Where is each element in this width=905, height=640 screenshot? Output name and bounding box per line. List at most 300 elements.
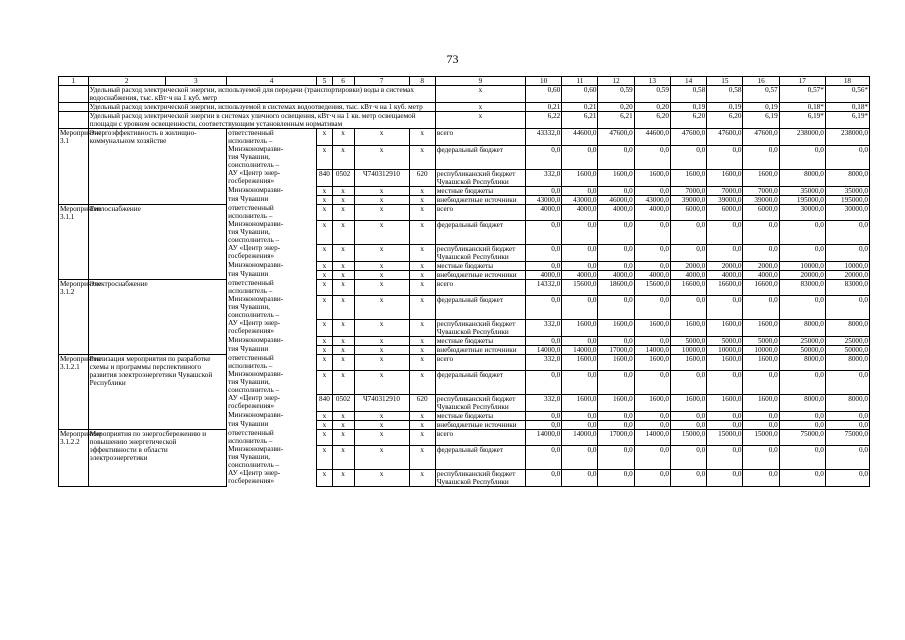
funding-value: 18600,0	[598, 279, 634, 295]
funding-value: 0,0	[779, 145, 825, 169]
funding-value: 0,0	[825, 370, 869, 394]
code-cell: x	[354, 186, 409, 195]
funding-value: 0,0	[525, 411, 561, 420]
funding-source: внебюджетные источники	[435, 420, 525, 429]
code-cell: x	[409, 469, 435, 486]
code-cell: x	[332, 279, 354, 295]
funding-value: 14332,0	[525, 279, 561, 295]
responsible-cell	[227, 420, 317, 429]
code-cell: x	[409, 420, 435, 429]
responsible-line: ответственный	[228, 129, 274, 137]
responsible-line: ответственный	[228, 204, 274, 212]
responsible-line: АУ «Центр энер-	[228, 394, 281, 402]
measure-name: Мероприятия по энергосбережению и повышению энергетической эффективности в области электроэнергетики	[88, 429, 226, 486]
responsible-cell	[227, 411, 317, 420]
measure-row	[59, 429, 870, 445]
code-cell: x	[317, 420, 332, 429]
responsible-cell	[227, 145, 317, 169]
funding-value: 8000,0	[825, 319, 869, 336]
code-cell: x	[317, 261, 332, 270]
funding-value: 0,0	[779, 244, 825, 261]
funding-value: 0,0	[825, 420, 869, 429]
code-cell: x	[332, 354, 354, 370]
funding-source: местные бюджеты	[435, 336, 525, 345]
funding-value: 0,0	[525, 261, 561, 270]
code-cell: x	[317, 270, 332, 279]
funding-value: 47600,0	[670, 129, 706, 146]
funding-value: 0,0	[779, 420, 825, 429]
funding-value: 0,0	[779, 295, 825, 319]
measure-name: Энергоэффективность в жилищно-коммунальном хозяйстве	[88, 129, 226, 205]
column-number: 6	[332, 77, 354, 86]
column-number: 16	[743, 77, 779, 86]
code-cell: x	[354, 279, 409, 295]
responsible-cell	[227, 169, 317, 186]
indicator-value: 0,20	[598, 103, 634, 112]
responsible-line: Минэкономразви-	[228, 295, 284, 303]
column-number: 15	[707, 77, 743, 86]
responsible-line: госбережения»	[228, 477, 275, 485]
code-cell: x	[409, 429, 435, 445]
funding-value: 1600,0	[562, 169, 598, 186]
code-cell: x	[409, 220, 435, 244]
funding-value: 0,0	[598, 469, 634, 486]
column-number: 4	[227, 77, 317, 86]
funding-value: 35000,0	[825, 186, 869, 195]
measure-label: Мероприятие 3.1.1	[59, 204, 89, 279]
code-cell: x	[332, 220, 354, 244]
funding-value: 39000,0	[743, 195, 779, 204]
indicator-text: Удельный расход электрической энергии, используемой в системах водоотведения, тыс. кВт·ч на 1 куб. метр	[88, 103, 435, 112]
funding-value: 43000,0	[562, 195, 598, 204]
indicator-value: 0,18*	[779, 103, 825, 112]
funding-value: 0,0	[598, 420, 634, 429]
code-cell: x	[332, 420, 354, 429]
empty-cell	[59, 112, 89, 129]
funding-value: 8000,0	[779, 354, 825, 370]
funding-value: 14000,0	[562, 429, 598, 445]
responsible-line: АУ «Центр энер-	[228, 469, 281, 477]
responsible-line: тия Чувашии	[228, 420, 269, 428]
code-cell: x	[409, 411, 435, 420]
funding-value: 15000,0	[743, 429, 779, 445]
indicator-row	[59, 112, 870, 129]
column-number: 7	[354, 77, 409, 86]
funding-source: всего	[435, 204, 525, 220]
code-cell: x	[317, 279, 332, 295]
funding-value: 43000,0	[525, 195, 561, 204]
column-number: 8	[409, 77, 435, 86]
funding-value: 0,0	[525, 370, 561, 394]
code-cell: x	[354, 445, 409, 469]
funding-value: 1600,0	[562, 394, 598, 411]
code-cell: x	[354, 295, 409, 319]
responsible-line: исполнитель –	[228, 287, 273, 295]
funding-value: 0,0	[562, 469, 598, 486]
funding-value: 0,0	[525, 244, 561, 261]
funding-value: 20000,0	[825, 270, 869, 279]
funding-value: 75000,0	[825, 429, 869, 445]
code-cell: x	[317, 370, 332, 394]
funding-value: 8000,0	[779, 394, 825, 411]
code-cell: x	[409, 244, 435, 261]
indicator-value: 0,59	[634, 86, 670, 103]
code-cell: x	[354, 129, 409, 146]
funding-value: 6000,0	[743, 204, 779, 220]
funding-value: 0,0	[634, 145, 670, 169]
funding-value: 0,0	[634, 445, 670, 469]
funding-source: всего	[435, 279, 525, 295]
funding-value: 0,0	[634, 336, 670, 345]
funding-value: 1600,0	[562, 319, 598, 336]
header-row	[59, 77, 870, 86]
code-cell: x	[354, 429, 409, 445]
column-number: 3	[165, 77, 227, 86]
funding-value: 0,0	[779, 370, 825, 394]
indicator-value: 6,20	[670, 112, 706, 129]
funding-value: 0,0	[670, 220, 706, 244]
responsible-line: соисполнитель –	[228, 161, 280, 169]
funding-value: 1600,0	[743, 169, 779, 186]
code-cell: x	[317, 319, 332, 336]
code-cell: x	[332, 244, 354, 261]
funding-value: 1600,0	[707, 354, 743, 370]
funding-value: 0,0	[562, 145, 598, 169]
responsible-line: ответственный	[228, 279, 274, 287]
responsible-cell	[227, 295, 317, 319]
code-cell: x	[332, 469, 354, 486]
funding-value: 2000,0	[670, 261, 706, 270]
funding-value: 43000,0	[634, 195, 670, 204]
funding-value: 83000,0	[779, 279, 825, 295]
funding-value: 0,0	[525, 469, 561, 486]
responsible-line: тия Чувашии	[228, 195, 269, 203]
indicator-value: 0,58	[707, 86, 743, 103]
funding-value: 0,0	[707, 220, 743, 244]
funding-value: 0,0	[562, 244, 598, 261]
funding-value: 0,0	[598, 295, 634, 319]
responsible-line: АУ «Центр энер-	[228, 319, 281, 327]
funding-value: 0,0	[707, 420, 743, 429]
code-cell: x	[317, 469, 332, 486]
funding-value: 0,0	[562, 261, 598, 270]
code-cell: x	[317, 354, 332, 370]
funding-source: внебюджетные источники	[435, 195, 525, 204]
funding-value: 8000,0	[779, 169, 825, 186]
funding-source: федеральный бюджет	[435, 295, 525, 319]
funding-value: 39000,0	[707, 195, 743, 204]
funding-value: 0,0	[707, 295, 743, 319]
funding-value: 16600,0	[707, 279, 743, 295]
measure-label: Мероприятие 3.1	[59, 129, 89, 205]
code-cell: x	[317, 411, 332, 420]
funding-value: 4000,0	[598, 270, 634, 279]
code-cell: x	[409, 370, 435, 394]
code-cell: x	[354, 195, 409, 204]
responsible-cell	[227, 445, 317, 469]
funding-value: 0,0	[825, 244, 869, 261]
indicator-x: x	[435, 86, 525, 103]
funding-value: 1600,0	[598, 354, 634, 370]
column-number: 5	[317, 77, 332, 86]
indicator-value: 6,20	[707, 112, 743, 129]
responsible-line: ответственный	[228, 429, 274, 437]
funding-value: 25000,0	[779, 336, 825, 345]
funding-value: 15000,0	[670, 429, 706, 445]
funding-value: 0,0	[598, 220, 634, 244]
funding-value: 0,0	[670, 411, 706, 420]
responsible-line: госбережения»	[228, 327, 275, 335]
funding-source: федеральный бюджет	[435, 445, 525, 469]
funding-value: 332,0	[525, 319, 561, 336]
indicator-value: 0,60	[562, 86, 598, 103]
responsible-line: АУ «Центр энер-	[228, 244, 281, 252]
indicator-value: 6,20	[634, 112, 670, 129]
responsible-cell	[227, 204, 317, 220]
indicator-value: 0,19	[670, 103, 706, 112]
responsible-line: Минэкономразви-	[228, 186, 284, 194]
code-cell: x	[409, 270, 435, 279]
code-cell: x	[317, 145, 332, 169]
indicator-value: 0,60	[525, 86, 561, 103]
funding-value: 14000,0	[525, 345, 561, 354]
funding-value: 44600,0	[634, 129, 670, 146]
funding-value: 0,0	[598, 336, 634, 345]
responsible-cell	[227, 354, 317, 370]
funding-value: 1600,0	[670, 354, 706, 370]
column-number: 1	[59, 77, 89, 86]
funding-source: республиканский бюджет Чувашской Республики	[435, 244, 525, 261]
funding-value: 0,0	[598, 186, 634, 195]
funding-value: 17000,0	[598, 429, 634, 445]
funding-source: всего	[435, 354, 525, 370]
indicator-value: 0,21	[562, 103, 598, 112]
code-cell: x	[354, 420, 409, 429]
code-cell: x	[332, 411, 354, 420]
funding-value: 0,0	[562, 445, 598, 469]
code-cell: x	[332, 195, 354, 204]
code-cell: x	[317, 186, 332, 195]
funding-value: 8000,0	[779, 319, 825, 336]
funding-source: местные бюджеты	[435, 186, 525, 195]
funding-value: 8000,0	[825, 354, 869, 370]
column-number: 17	[779, 77, 825, 86]
funding-value: 14000,0	[634, 345, 670, 354]
code-cell: x	[409, 204, 435, 220]
funding-value: 0,0	[634, 220, 670, 244]
funding-value: 14000,0	[525, 429, 561, 445]
code-cell: x	[354, 354, 409, 370]
code-cell: x	[354, 319, 409, 336]
funding-value: 0,0	[707, 370, 743, 394]
responsible-cell	[227, 394, 317, 411]
funding-value: 1600,0	[670, 319, 706, 336]
funding-value: 0,0	[670, 295, 706, 319]
funding-value: 0,0	[525, 420, 561, 429]
funding-value: 0,0	[525, 186, 561, 195]
funding-value: 1600,0	[707, 319, 743, 336]
funding-source: федеральный бюджет	[435, 220, 525, 244]
code-cell: x	[409, 261, 435, 270]
indicator-value: 0,18*	[825, 103, 869, 112]
column-number: 9	[435, 77, 525, 86]
responsible-cell	[227, 429, 317, 445]
funding-value: 7000,0	[707, 186, 743, 195]
program-table	[58, 76, 870, 487]
funding-value: 238000,0	[825, 129, 869, 146]
funding-value: 238000,0	[779, 129, 825, 146]
funding-value: 332,0	[525, 354, 561, 370]
funding-value: 0,0	[598, 145, 634, 169]
funding-value: 0,0	[779, 469, 825, 486]
code-cell: x	[317, 336, 332, 345]
responsible-cell	[227, 261, 317, 270]
funding-value: 1600,0	[743, 319, 779, 336]
funding-value: 0,0	[562, 220, 598, 244]
code-cell: x	[332, 261, 354, 270]
funding-value: 0,0	[743, 220, 779, 244]
empty-cell	[59, 86, 89, 103]
indicator-value: 0,19	[707, 103, 743, 112]
funding-value: 10000,0	[707, 345, 743, 354]
funding-value: 1600,0	[670, 394, 706, 411]
code-cell: x	[332, 445, 354, 469]
funding-value: 0,0	[670, 469, 706, 486]
code-cell: x	[354, 261, 409, 270]
funding-value: 44600,0	[562, 129, 598, 146]
responsible-line: госбережения»	[228, 252, 275, 260]
code-cell: x	[332, 336, 354, 345]
measure-label: Мероприятие 3.1.2	[59, 279, 89, 354]
measure-row	[59, 279, 870, 295]
responsible-line: Минэкономразви-	[228, 336, 284, 344]
funding-value: 0,0	[598, 244, 634, 261]
funding-value: 4000,0	[670, 270, 706, 279]
funding-value: 10000,0	[779, 261, 825, 270]
funding-value: 332,0	[525, 169, 561, 186]
funding-value: 14000,0	[634, 429, 670, 445]
funding-value: 0,0	[743, 420, 779, 429]
funding-value: 1600,0	[634, 319, 670, 336]
funding-value: 0,0	[634, 370, 670, 394]
responsible-cell	[227, 469, 317, 486]
column-number: 12	[598, 77, 634, 86]
code-cell: Ч740312910	[354, 394, 409, 411]
code-cell: x	[317, 244, 332, 261]
funding-value: 0,0	[825, 145, 869, 169]
funding-value: 14000,0	[562, 345, 598, 354]
funding-value: 83000,0	[825, 279, 869, 295]
measure-name: Теплоснабжение	[88, 204, 226, 279]
funding-value: 15000,0	[707, 429, 743, 445]
indicator-value: 6,21	[598, 112, 634, 129]
responsible-line: исполнитель –	[228, 362, 273, 370]
responsible-line: Минэкономразви-	[228, 220, 284, 228]
code-cell: x	[317, 345, 332, 354]
funding-value: 0,0	[743, 445, 779, 469]
code-cell: x	[332, 370, 354, 394]
funding-value: 0,0	[825, 411, 869, 420]
funding-value: 5000,0	[670, 336, 706, 345]
measure-name: Электроснабжение	[88, 279, 226, 354]
funding-value: 7000,0	[743, 186, 779, 195]
code-cell: x	[409, 195, 435, 204]
funding-value: 0,0	[779, 411, 825, 420]
funding-value: 10000,0	[825, 261, 869, 270]
code-cell: x	[354, 411, 409, 420]
indicator-value: 0,59	[598, 86, 634, 103]
funding-value: 0,0	[825, 220, 869, 244]
empty-cell	[59, 103, 89, 112]
code-cell: x	[332, 145, 354, 169]
column-number: 2	[88, 77, 165, 86]
responsible-line: Минэкономразви-	[228, 411, 284, 419]
column-number: 13	[634, 77, 670, 86]
funding-value: 0,0	[562, 420, 598, 429]
funding-value: 0,0	[707, 469, 743, 486]
responsible-cell	[227, 279, 317, 295]
funding-value: 0,0	[562, 370, 598, 394]
measure-row	[59, 204, 870, 220]
funding-value: 50000,0	[825, 345, 869, 354]
funding-source: республиканский бюджет Чувашской Республики	[435, 469, 525, 486]
responsible-line: госбережения»	[228, 177, 275, 185]
funding-value: 30000,0	[825, 204, 869, 220]
funding-value: 6000,0	[707, 204, 743, 220]
funding-value: 0,0	[525, 220, 561, 244]
indicator-value: 0,57	[743, 86, 779, 103]
funding-value: 4000,0	[634, 204, 670, 220]
funding-value: 16600,0	[743, 279, 779, 295]
measure-row	[59, 354, 870, 370]
funding-value: 43332,0	[525, 129, 561, 146]
indicator-text: Удельный расход электрической энергии, используемой для передачи (транспортировки) воды в системах водоснабжения, тыс. кВт·ч на 1 куб. метр	[88, 86, 435, 103]
funding-value: 0,0	[598, 445, 634, 469]
funding-value: 0,0	[634, 244, 670, 261]
code-cell: x	[332, 345, 354, 354]
funding-value: 0,0	[562, 336, 598, 345]
code-cell: x	[332, 129, 354, 146]
funding-value: 20000,0	[779, 270, 825, 279]
responsible-line: исполнитель –	[228, 437, 273, 445]
code-cell: x	[317, 129, 332, 146]
funding-value: 17000,0	[598, 345, 634, 354]
responsible-line: тия Чувашии	[228, 345, 269, 353]
code-cell: 840	[317, 394, 332, 411]
funding-value: 0,0	[670, 420, 706, 429]
code-cell: x	[354, 370, 409, 394]
indicator-text: Удельный расход электрической энергии в системах уличного освещения, кВт·ч на 1 кв. метр освещаемой площади с уровнем освещенности, соответствующим установленным нормативам	[88, 112, 435, 129]
funding-value: 1600,0	[634, 169, 670, 186]
code-cell: x	[332, 204, 354, 220]
funding-value: 0,0	[634, 186, 670, 195]
code-cell: x	[409, 354, 435, 370]
code-cell: x	[409, 145, 435, 169]
responsible-line: тия Чувашии,	[228, 303, 270, 311]
funding-value: 1600,0	[634, 394, 670, 411]
responsible-line: АУ «Центр энер-	[228, 169, 281, 177]
code-cell: x	[332, 429, 354, 445]
code-cell: x	[409, 129, 435, 146]
indicator-row	[59, 86, 870, 103]
funding-value: 30000,0	[779, 204, 825, 220]
indicator-value: 0,21	[525, 103, 561, 112]
funding-value: 1600,0	[707, 394, 743, 411]
code-cell: 840	[317, 169, 332, 186]
indicator-value: 6,19	[743, 112, 779, 129]
responsible-line: тия Чувашии,	[228, 453, 270, 461]
funding-value: 0,0	[779, 445, 825, 469]
